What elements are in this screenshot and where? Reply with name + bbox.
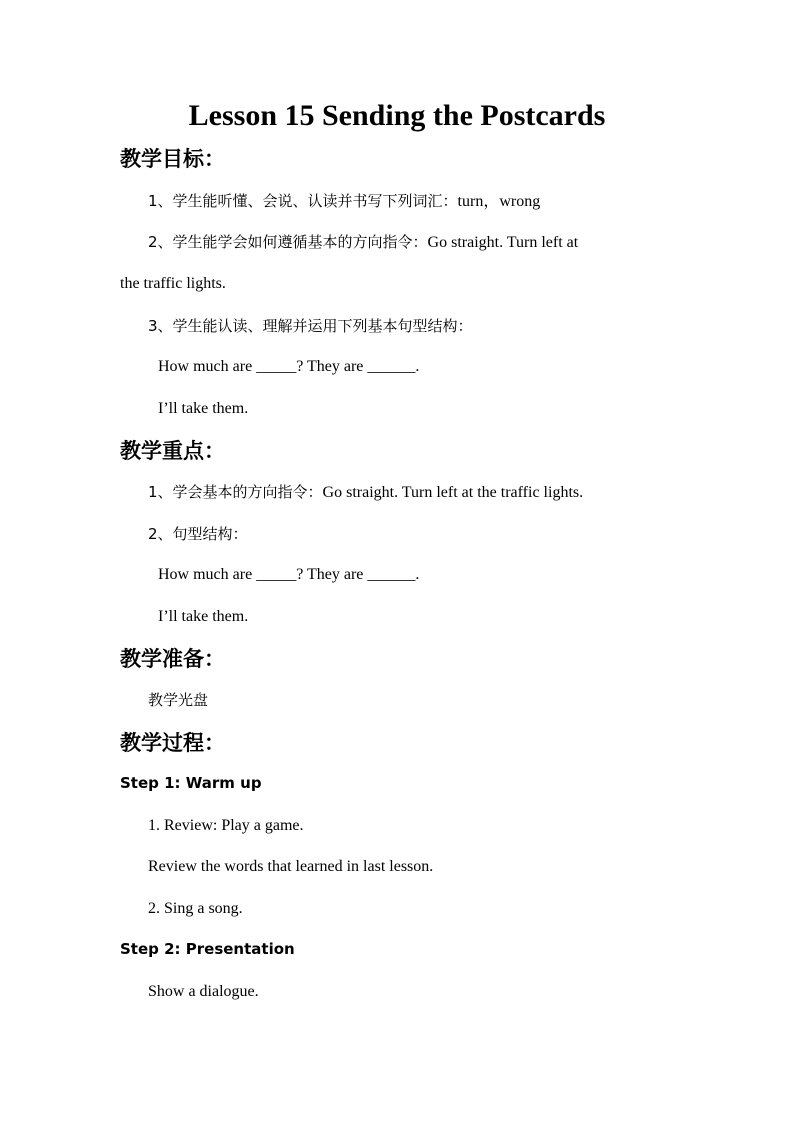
step-1-line-2: Review the words that learned in last lesson.	[148, 858, 434, 875]
process-heading: 教学过程：	[120, 731, 225, 755]
key-point-item-1-cn: 1、学会基本的方向指令：	[148, 483, 323, 501]
objective-item-1	[148, 189, 540, 214]
step-2-line-1: Show a dialogue.	[148, 983, 259, 1000]
key-point-sentence-1: How much are _____? They are ______.	[158, 566, 420, 583]
key-point-item-1-en: Go straight. Turn left at the traffic lights.	[322, 484, 584, 501]
objective-sentence-2: I’ll take them.	[158, 400, 249, 417]
objective-item-3	[148, 314, 473, 339]
preparation-item-text: 教学光盘	[148, 691, 209, 709]
key-point-sentence-2: I’ll take them.	[158, 608, 249, 625]
key-point-item-2	[148, 522, 248, 547]
key-point-item-2-cn: 2、句型结构：	[148, 525, 248, 543]
objectives-heading: 教学目标：	[120, 147, 225, 171]
objective-item-2-continued: the traffic lights.	[120, 275, 226, 292]
step-1-line-3: 2. Sing a song.	[148, 900, 243, 917]
objective-item-2-cn: 2、学生能学会如何遵循基本的方向指令：	[148, 233, 428, 251]
step-2-title: Step 2: Presentation	[120, 940, 295, 958]
step-1-line-1: 1. Review: Play a game.	[148, 817, 304, 834]
preparation-heading: 教学准备：	[120, 647, 225, 671]
key-points-heading: 教学重点：	[120, 439, 225, 463]
objective-item-1-en: turn，wrong	[457, 193, 541, 210]
objective-item-2	[148, 230, 578, 255]
lesson-title: Lesson 15 Sending the Postcards	[188, 99, 606, 132]
objective-sentence-1: How much are _____? They are ______.	[158, 358, 420, 375]
key-point-item-1	[148, 480, 583, 505]
objective-item-1-cn: 1、学生能听懂、会说、认读并书写下列词汇：	[148, 192, 458, 210]
objective-item-2-en: Go straight. Turn left at	[427, 234, 579, 251]
objective-item-3-cn: 3、学生能认读、理解并运用下列基本句型结构：	[148, 317, 473, 335]
step-1-title: Step 1: Warm up	[120, 774, 262, 792]
preparation-item	[148, 688, 208, 713]
